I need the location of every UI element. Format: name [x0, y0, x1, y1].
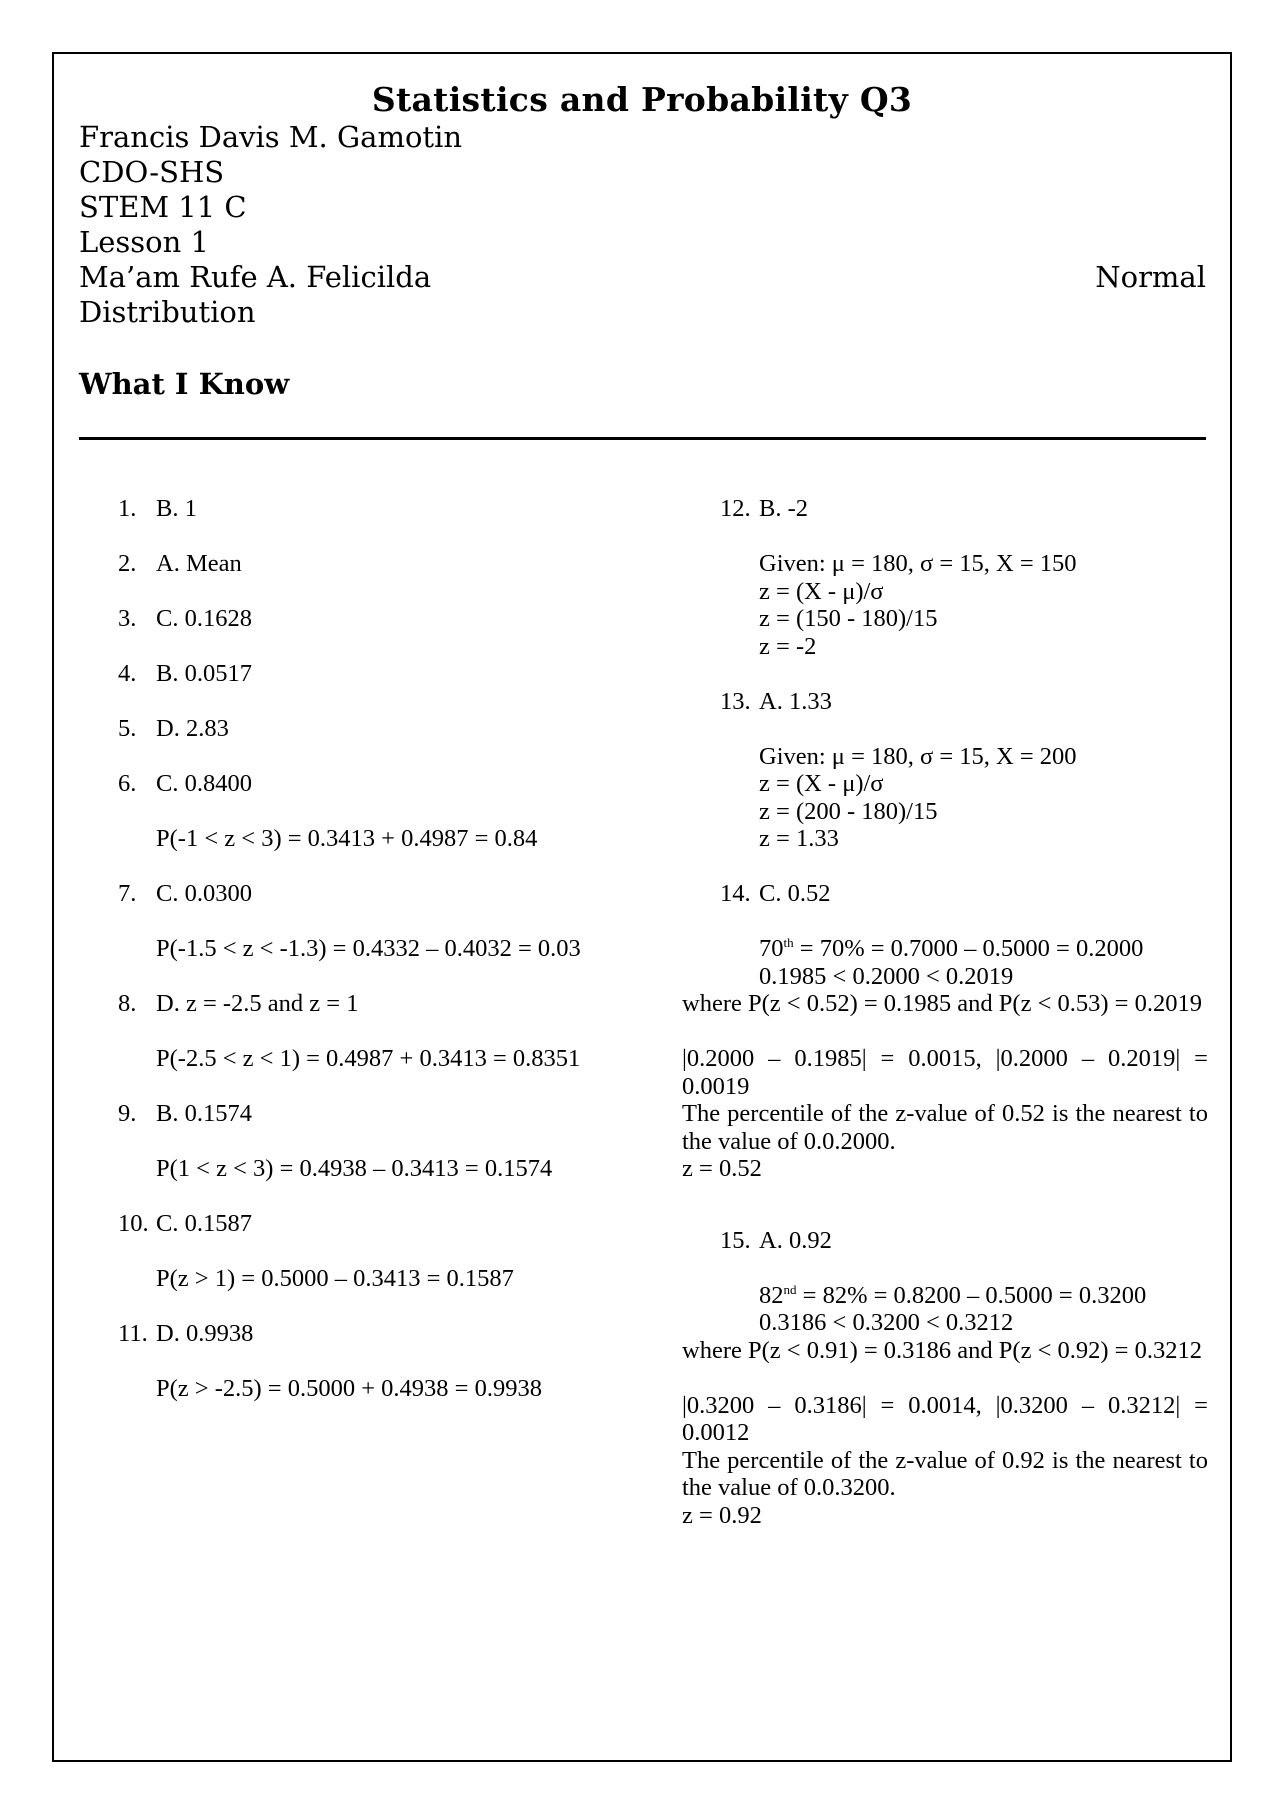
solution-8: P(-2.5 < z < 1) = 0.4987 + 0.3413 = 0.8351 [156, 1045, 581, 1072]
solution-7: P(-1.5 < z < -1.3) = 0.4332 – 0.4032 = 0.03 [156, 935, 581, 962]
answers-right-column [682, 495, 1208, 1529]
answer-item-4: 4. B. 0.0517 [118, 660, 252, 687]
answer-item-12: 12. B. -2 [720, 495, 808, 522]
section-heading: What I Know [79, 367, 290, 401]
answer-item-13: 13. A. 1.33 [720, 687, 832, 715]
lesson-number: Lesson 1 [79, 225, 209, 259]
differences-14: |0.2000 – 0.1985| = 0.0015, |0.2000 – 0.2019| = 0.0019 [682, 1045, 1208, 1100]
bounds-14: 0.1985 < 0.2000 < 0.2019 [759, 962, 1014, 990]
answer-item-6: 6. C. 0.8400 [118, 770, 252, 797]
answer-item-9: 9. B. 0.1574 [118, 1100, 252, 1127]
percentile-step-14: 70th = 70% = 0.7000 – 0.5000 = 0.2000 [759, 934, 1144, 962]
table-lookup-15: where P(z < 0.91) = 0.3186 and P(z < 0.92) = 0.3212 [682, 1336, 1203, 1364]
teacher-name: Ma’am Rufe A. Felicilda [79, 260, 432, 294]
answer-item-14: 14. C. 0.52 [720, 880, 831, 907]
page-border [52, 52, 1232, 1762]
conclusion-15: The percentile of the z-value of 0.92 is the nearest to the value of 0.0.3200. [682, 1446, 1208, 1501]
solution-10: P(z > 1) = 0.5000 – 0.3413 = 0.1587 [156, 1265, 514, 1292]
differences-15: |0.3200 – 0.3186| = 0.0014, |0.3200 – 0.3212| = 0.0012 [682, 1391, 1208, 1446]
horizontal-rule [79, 437, 1206, 440]
solution-13: Given: μ = 180, σ = 15, X = 200 z = (X - μ)/σ z = (200 - 180)/15 z = 1.33 [759, 742, 1077, 852]
answers-left-column [79, 495, 605, 1430]
answer-item-11: 11. D. 0.9938 [118, 1320, 254, 1347]
answer-item-1: 1. B. 1 [118, 495, 197, 522]
solution-11: P(z > -2.5) = 0.5000 + 0.4938 = 0.9938 [156, 1375, 542, 1402]
bounds-15: 0.3186 < 0.3200 < 0.3212 [759, 1309, 1014, 1336]
answer-item-8: 8. D. z = -2.5 and z = 1 [118, 990, 359, 1017]
class-section: STEM 11 C [79, 190, 247, 224]
answer-item-10: 10. C. 0.1587 [118, 1210, 252, 1237]
table-lookup-14: where P(z < 0.52) = 0.1985 and P(z < 0.53) = 0.2019 [682, 990, 1203, 1017]
solution-14 [682, 935, 1208, 1183]
solution-15 [682, 1282, 1208, 1530]
document-title: Statistics and Probability Q3 [371, 80, 913, 119]
school-name: CDO-SHS [79, 155, 225, 189]
answer-item-3: 3. C. 0.1628 [118, 605, 252, 632]
solution-9: P(1 < z < 3) = 0.4938 – 0.3413 = 0.1574 [156, 1155, 553, 1182]
answer-item-2: 2. A. Mean [118, 550, 242, 577]
result-14: z = 0.52 [682, 1155, 762, 1182]
answer-item-5: 5. D. 2.83 [118, 715, 229, 742]
conclusion-14: The percentile of the z-value of 0.52 is the nearest to the value of 0.0.2000. [682, 1100, 1208, 1155]
result-15: z = 0.92 [682, 1501, 762, 1529]
topic-title-part2: Distribution [79, 295, 256, 329]
topic-title-part1: Normal [1095, 260, 1206, 294]
student-name: Francis Davis M. Gamotin [79, 120, 463, 154]
answer-item-15: 15. A. 0.92 [720, 1226, 832, 1254]
answer-item-7: 7. C. 0.0300 [118, 880, 252, 907]
solution-12: Given: μ = 180, σ = 15, X = 150 z = (X - μ)/σ z = (150 - 180)/15 z = -2 [759, 550, 1077, 660]
percentile-step-15: 82nd = 82% = 0.8200 – 0.5000 = 0.3200 [759, 1281, 1147, 1309]
solution-6: P(-1 < z < 3) = 0.3413 + 0.4987 = 0.84 [156, 825, 538, 852]
student-header [79, 120, 1206, 330]
